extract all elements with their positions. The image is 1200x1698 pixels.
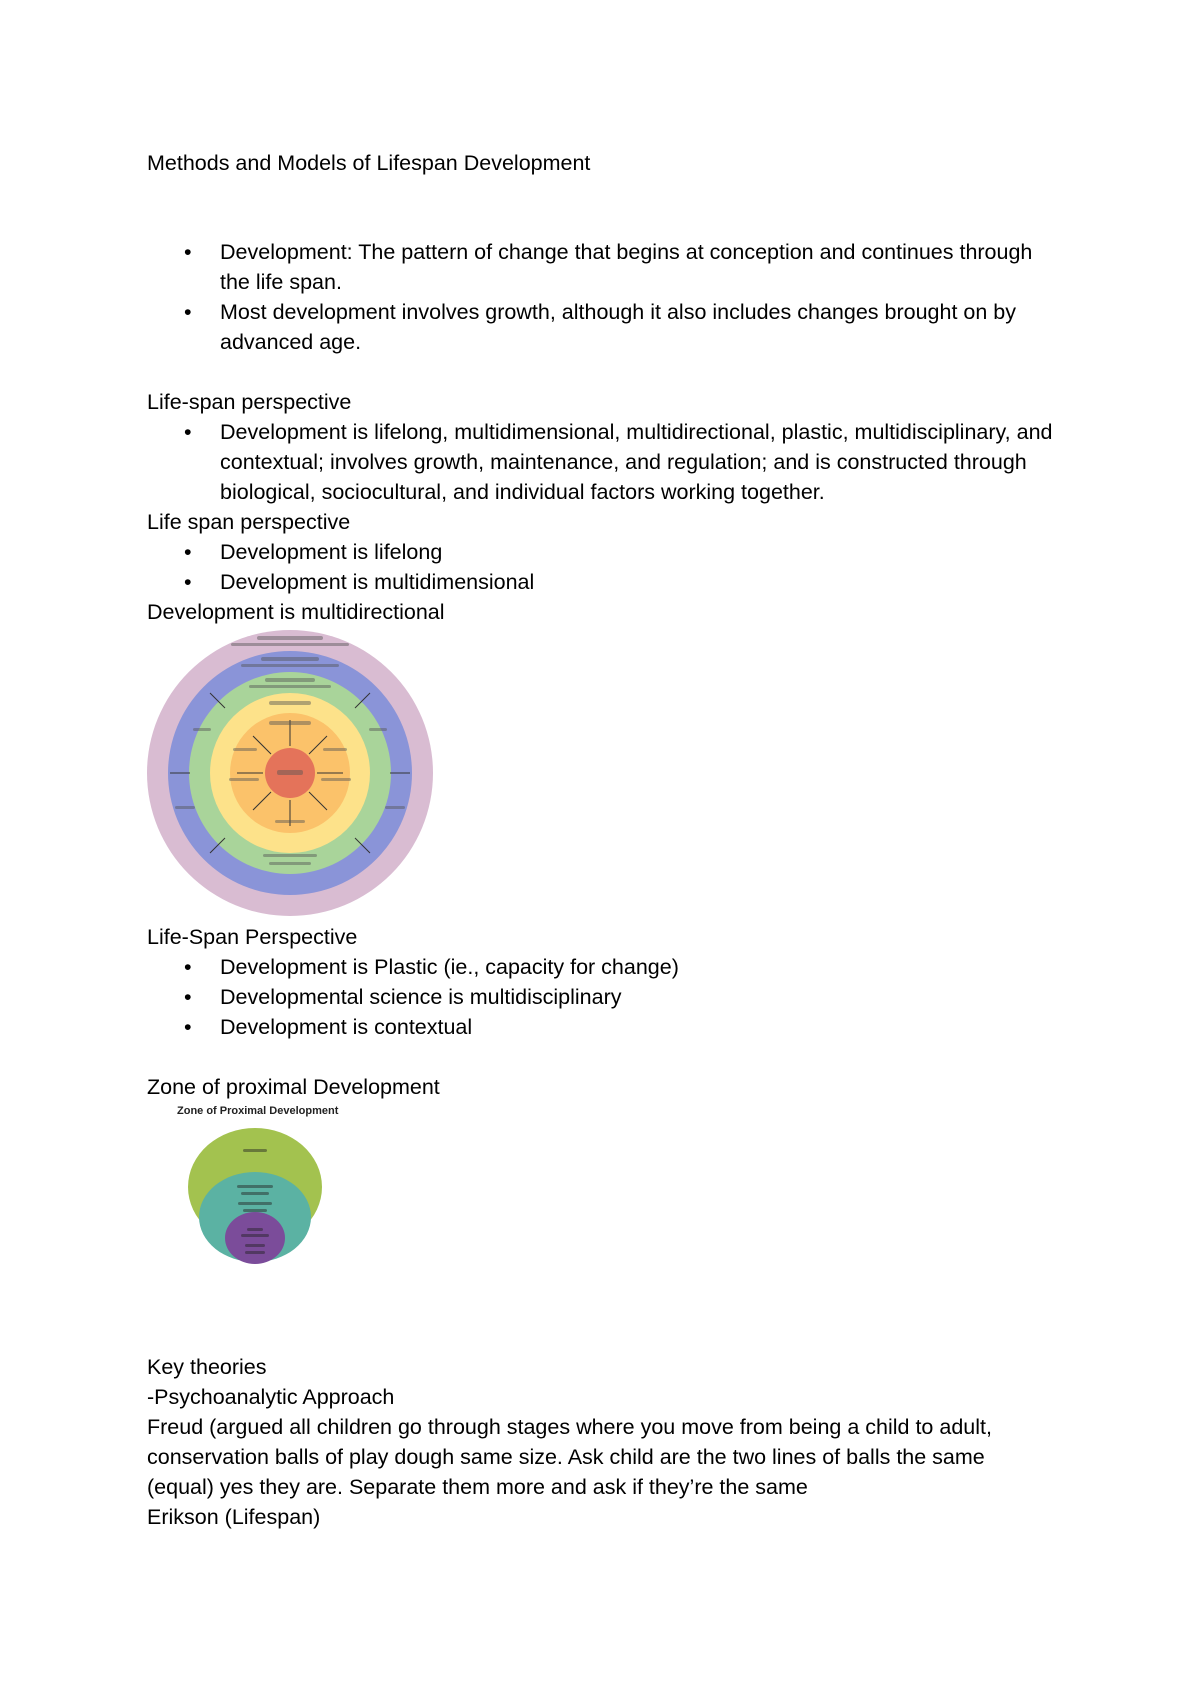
heading-multidirectional: Development is multidirectional	[147, 600, 445, 624]
bullet-multidimensional: Development is multidimensional	[220, 570, 535, 594]
erikson-line: Erikson (Lifespan)	[147, 1505, 321, 1529]
heading-key-theories: Key theories	[147, 1355, 267, 1379]
bullet-plastic: Development is Plastic (ie., capacity for change)	[220, 955, 679, 979]
bullet-dot: •	[184, 1015, 192, 1039]
bullet-dot: •	[184, 955, 192, 979]
bullet-dot: •	[184, 570, 192, 594]
bullet-dot: •	[184, 985, 192, 1009]
bullet-growth: Most development involves growth, although it also includes changes brought on by advanced age.	[220, 300, 1016, 354]
zpd-figure-title: Zone of Proximal Development	[177, 1105, 339, 1117]
ecological-systems-diagram	[145, 628, 435, 918]
heading-zpd: Zone of proximal Development	[147, 1075, 440, 1099]
bullet-dot: •	[184, 300, 192, 324]
freud-paragraph: Freud (argued all children go through stages where you move from being a child to adult, conservation balls of play dough same size. Ask child are the two lines of balls the same (equal) yes they are. Separate them more and ask if they’re the same	[147, 1415, 992, 1499]
section-heading-lifespan-3: Life-Span Perspective	[147, 925, 358, 949]
bullet-lifelong: Development is lifelong	[220, 540, 443, 564]
bullet-lifespan-summary: Development is lifelong, multidimensional, multidirectional, plastic, multidisciplinary, and contextual; involves growth, maintenance, and regulation; and is constructed through biological, sociocultural, and individual factors working together.	[220, 420, 1053, 504]
zpd-diagram	[185, 1125, 325, 1265]
section-heading-lifespan: Life-span perspective	[147, 390, 352, 414]
bullet-contextual: Development is contextual	[220, 1015, 473, 1039]
bullet-dot: •	[184, 420, 192, 444]
page-title: Methods and Models of Lifespan Development	[147, 151, 591, 175]
bullet-dot: •	[184, 240, 192, 264]
zpd-inner-circle	[225, 1212, 285, 1264]
section-heading-lifespan-2: Life span perspective	[147, 510, 351, 534]
psychoanalytic-approach: -Psychoanalytic Approach	[147, 1385, 395, 1409]
bullet-development-definition: Development: The pattern of change that begins at conception and continues through the life span.	[220, 240, 1033, 294]
bullet-multidisciplinary: Developmental science is multidisciplinary	[220, 985, 622, 1009]
bullet-dot: •	[184, 540, 192, 564]
